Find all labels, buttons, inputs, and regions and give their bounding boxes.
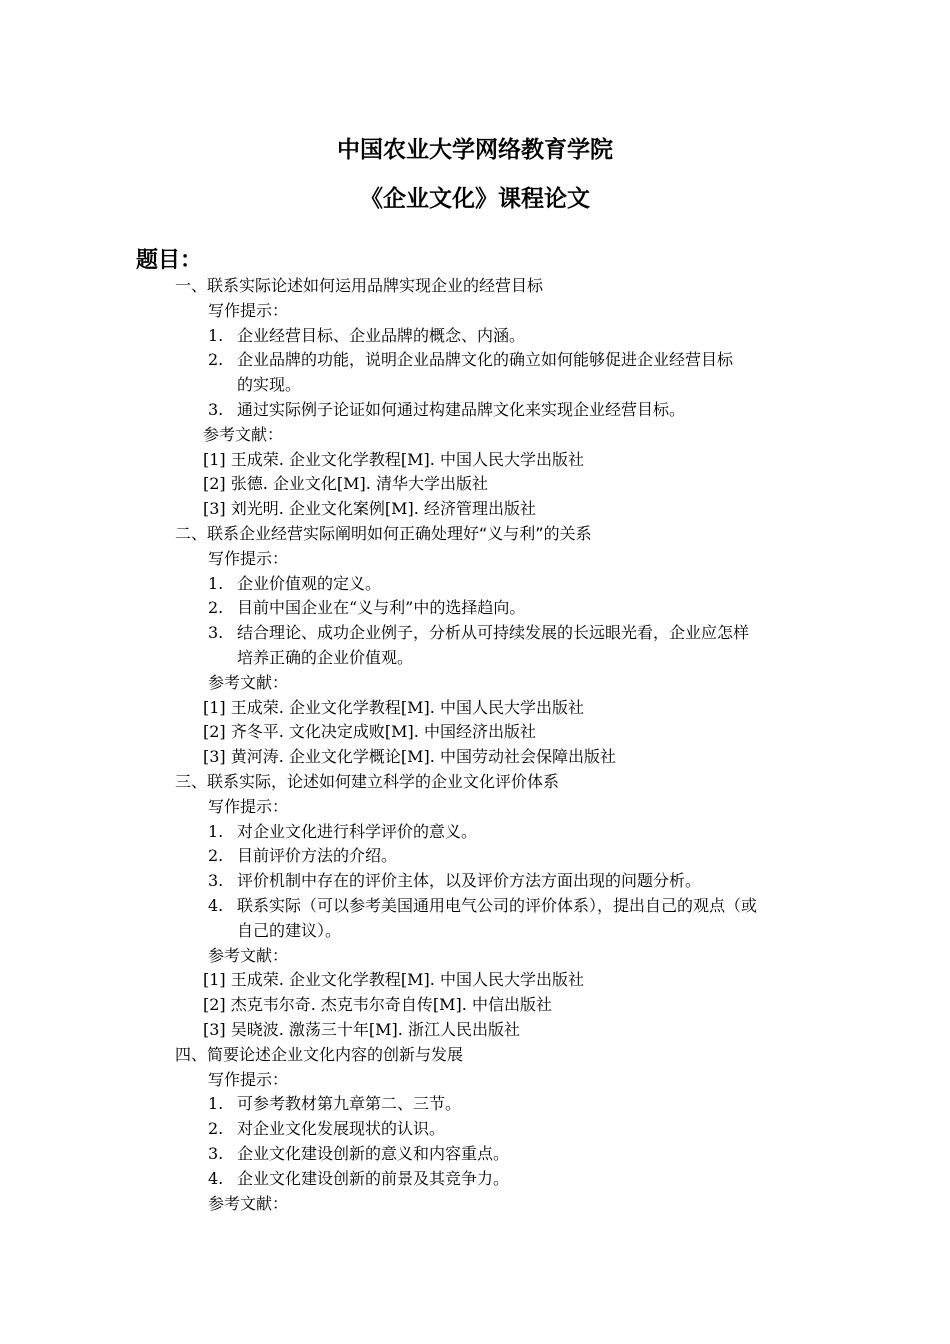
hint-item	[0, 596, 950, 621]
reference-item: [2] 张德. 企业文化[M]. 清华大学出版社	[203, 474, 488, 494]
hint-item	[0, 844, 950, 869]
references-label: 参考文献：	[208, 672, 289, 692]
reference-item: [2] 齐冬平. 文化决定成败[M]. 中国经济出版社	[203, 722, 536, 742]
hint-text: 目前评价方法的介绍。	[237, 846, 398, 866]
hint-number: 1.	[208, 821, 224, 841]
section-title: 二、联系企业经营实际阐明如何正确处理好“义与利”的关系	[175, 524, 592, 543]
hint-number: 3.	[208, 1144, 224, 1163]
reference-item: [3] 黄河涛. 企业文化学概论[M]. 中国劳动社会保障出版社	[203, 747, 616, 767]
hint-number: 4.	[208, 1168, 224, 1188]
hint-item	[0, 894, 950, 919]
hint-number: 3.	[208, 400, 224, 419]
hint-text: 对企业文化进行科学评价的意义。	[237, 821, 478, 841]
reference-item: [1] 王成荣. 企业文化学教程[M]. 中国人民大学出版社	[203, 697, 584, 717]
hint-item	[0, 398, 950, 423]
writing-hints-label: 写作提示：	[208, 1069, 289, 1089]
hint-item	[0, 324, 950, 349]
hint-item	[0, 820, 950, 845]
hint-item	[0, 1117, 950, 1142]
hint-item	[0, 646, 950, 671]
course-title: 《企业文化》课程论文	[360, 186, 590, 212]
hint-text: 的实现。	[237, 375, 302, 395]
hint-text: 培养正确的企业价值观。	[237, 648, 414, 667]
reference-item: [3] 刘光明. 企业文化案例[M]. 经济管理出版社	[203, 499, 536, 519]
reference-item: [1] 王成荣. 企业文化学教程[M]. 中国人民大学出版社	[203, 970, 584, 990]
section-title: 四、简要论述企业文化内容的创新与发展	[175, 1044, 464, 1064]
references-label: 参考文献：	[208, 945, 289, 965]
hint-number: 1.	[208, 1094, 224, 1114]
hint-text: 可参考教材第九章第二、三节。	[237, 1094, 462, 1114]
school-title: 中国农业大学网络教育学院	[337, 137, 613, 163]
hint-item	[0, 1092, 950, 1117]
hint-number: 1.	[208, 573, 224, 593]
hint-item	[0, 373, 950, 398]
hint-number: 2.	[208, 1119, 224, 1139]
hint-number: 2.	[208, 846, 224, 866]
references-label: 参考文献：	[203, 424, 284, 444]
reference-item: [3] 吴晓波. 激荡三十年[M]. 浙江人民出版社	[203, 1020, 520, 1039]
hint-text: 目前中国企业在“义与利”中的选择趋向。	[237, 598, 526, 618]
topic-heading: 题目：	[136, 248, 203, 273]
hint-number: 3.	[208, 871, 224, 891]
hint-text: 评价机制中存在的评价主体，以及评价方法方面出现的问题分析。	[237, 871, 702, 891]
writing-hints-label: 写作提示：	[208, 548, 289, 568]
hint-item	[0, 572, 950, 597]
hint-text: 企业文化建设创新的前景及其竞争力。	[237, 1168, 510, 1188]
hint-item	[0, 1167, 950, 1192]
hint-item	[0, 919, 950, 944]
hint-text: 企业品牌的功能，说明企业品牌文化的确立如何能够促进企业经营目标	[237, 350, 734, 370]
writing-hints-label: 写作提示：	[208, 300, 289, 320]
hint-text: 企业文化建设创新的意义和内容重点。	[237, 1144, 510, 1163]
hint-number: 2.	[208, 350, 224, 370]
reference-item: [2] 杰克韦尔奇. 杰克韦尔奇自传[M]. 中信出版社	[203, 995, 552, 1015]
section-title: 三、联系实际，论述如何建立科学的企业文化评价体系	[175, 772, 560, 791]
hint-number: 1.	[208, 325, 224, 345]
hint-item	[0, 348, 950, 373]
hint-text: 通过实际例子论证如何通过构建品牌文化来实现企业经营目标。	[237, 400, 686, 419]
hint-item	[0, 1142, 950, 1167]
hint-item	[0, 869, 950, 894]
hint-number: 3.	[208, 623, 224, 643]
writing-hints-label: 写作提示：	[208, 796, 289, 816]
references-label: 参考文献：	[208, 1193, 289, 1213]
hint-number: 2.	[208, 598, 224, 618]
hint-text: 结合理论、成功企业例子，分析从可持续发展的长远眼光看，企业应怎样	[237, 623, 750, 643]
hint-text: 自己的建议）。	[237, 920, 342, 940]
section-title: 一、联系实际论述如何运用品牌实现企业的经营目标	[175, 276, 544, 295]
hint-item	[0, 621, 950, 646]
hint-text: 联系实际（可以参考美国通用电气公司的评价体系），提出自己的观点（或	[237, 896, 758, 915]
hint-text: 对企业文化发展现状的认识。	[237, 1119, 446, 1139]
hint-text: 企业价值观的定义。	[237, 573, 382, 593]
hint-number: 4.	[208, 896, 224, 915]
hint-text: 企业经营目标、企业品牌的概念、内涵。	[237, 325, 526, 345]
reference-item: [1] 王成荣. 企业文化学教程[M]. 中国人民大学出版社	[203, 449, 584, 469]
